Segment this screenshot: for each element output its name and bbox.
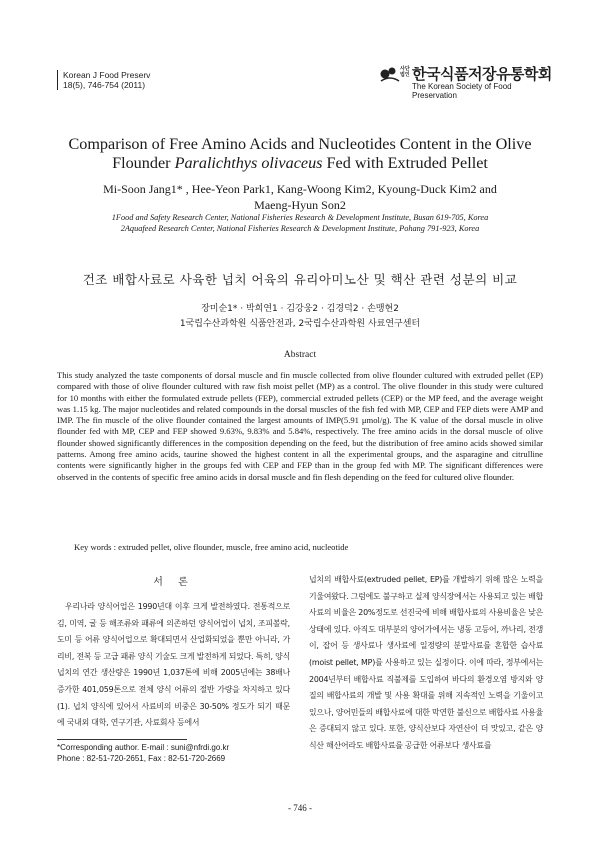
- society-emblem-icon: [380, 65, 400, 83]
- corresponding-author-footnote: *Corresponding author. E-mail : suni@nfrdi.go.kr Phone : 82-51-720-2651, Fax : 82-51-720-2669: [57, 743, 230, 763]
- journal-citation: [57, 70, 150, 90]
- page-number: - 746 -: [288, 803, 312, 813]
- society-english-name: The Korean Society of Food Preservation: [412, 82, 512, 100]
- society-korean-name: 한국식품저장유통학회: [412, 65, 552, 83]
- author-list: Mi-Soon Jang1* , Hee-Yeon Park1, Kang-Woong Kim2, Kyoung-Duck Kim2 and Maeng-Hyun Son2: [103, 182, 497, 212]
- affiliations: 1Food and Safety Research Center, National Fisheries Research & Development Institute, Busan 619-705, Korea 2Aquafeed Research Center, National Fisheries Research & Development Institute, Pohang 791-923, Korea: [111, 213, 489, 233]
- abstract-heading: Abstract: [283, 350, 317, 360]
- journal-volume: 18(5), 746-754 (2011): [63, 80, 146, 90]
- society-logo-block: [380, 63, 555, 100]
- society-small-label: 사단 법인: [400, 66, 410, 78]
- abstract-body: This study analyzed the taste components of dorsal muscle and fin muscle collected from olive flounder cultured with extruded pellet (EP) compared with those of olive flounder cultured with raw fish moist pellet (MP) as a control. The olive flounder in this study were cultured for 10 months with either the formulated extrude pellets (FEP), commercial extruded pellets (CEP) or the MP feed, and the average weight was 1.15 kg. The major nucleotides and related compounds in the dorsal muscles of the fish fed with MP, CEP and FEP diets were AMP and IMP. The fin muscle of the olive flounder contained the largest amounts of IMP(5.91 μmol/g). The K value of the dorsal muscle in olive flounder fed with MP, CEP and FEP showed 9.63%, 9.83% and 5.84%, respectively. The free amino acids in the dorsal muscle of olive flounder showed significantly differences in the composition depending on the feed, but the distribution of free amino acids showed similar patterns. Among free amino acids, taurine showed the highest content in all the experimental groups, and the asparagine and citrulline contents were significantly higher in the groups fed with CEP and FEP than in the group fed with MP. The significant differences were observed in the contents of specific free amino acids in dorsal muscle and fin flesh depending on the feed for cultured olive flounder.: [57, 370, 543, 482]
- footnote-divider: [57, 739, 187, 740]
- journal-name: Korean J Food Preserv: [63, 70, 151, 80]
- paper-title: Comparison of Free Amino Acids and Nucleotides Content in the Olive Flounder Paralichthys olivaceus Fed with Extruded Pellet: [68, 135, 532, 172]
- body-column-right: 넙치의 배합사료(extruded pellet, EP)를 개발하기 위해 많은 노력을 기울여왔다. 그럼에도 불구하고 실제 양식장에서는 사용되고 있는 배합사료의 비율은 20%정도로 선진국에 비해 배합사료의 사용비율은 낮은 상태에 있다. 아직도 대부분의 양어가에서는 냉동 고등어, 까나리, 전갱이, 잡어 등 생사료나 생사료에 일정량의 분말사료를 혼합한 습사료(moist pellet, MP)를 사용하고 있는 실정이다. 이에 따라, 정부에서는 2004년부터 배합사료 직불제를 도입하여 바다의 환경오염 방지와 양질의 배합사료의 개발 및 사용 확대를 위해 지속적인 노력을 기울이고 있으나, 양어민들의 배합사료에 대한 막연한 불신으로 배합사료 사용율은 증대되지 않고 있다. 또한, 양식산보다 자연산이 더 맛있고, 같은 양식산 해산어라도 배합사료를 공급한 어류보다 생사료를: [309, 575, 543, 750]
- section-heading-introduction: 서 론: [153, 577, 194, 588]
- korean-authors: 장미순1* · 박희연1 · 김강웅2 · 김경덕2 · 손맹현2 1국립수산과학원 식품안전과, 2국립수산과학원 사료연구센터: [179, 304, 421, 329]
- body-column-left: 우리나라 양식어업은 1990년대 이후 크게 발전하였다. 전통적으로 김, 미역, 굴 등 해조류와 패류에 의존하던 양식어업이 넙치, 조피볼락, 도미 등 어류 양식어업으로 확대되면서 산업화되었을 뿐만 아니라, 가리비, 전복 등 고급 패류 양식 기술도 크게 발전하게 되었다. 특히, 양식넙치의 연간 생산량은 1990년 1,037톤에 비해 2005년에는 38배나 증가한 401,059톤으로 전체 양식 어류의 절반 가량을 차지하고 있다(1). 넙치 양식에 있어서 사료비의 비중은 30-50% 정도가 되기 때문에 국내외 대학, 연구기관, 사료회사 등에서: [57, 602, 290, 728]
- korean-title: 건조 배합사료로 사육한 넙치 어육의 유리아미노산 및 핵산 관련 성분의 비교: [82, 272, 518, 287]
- keywords: Key words : extruded pellet, olive flounder, muscle, free amino acid, nucleotide: [74, 542, 349, 552]
